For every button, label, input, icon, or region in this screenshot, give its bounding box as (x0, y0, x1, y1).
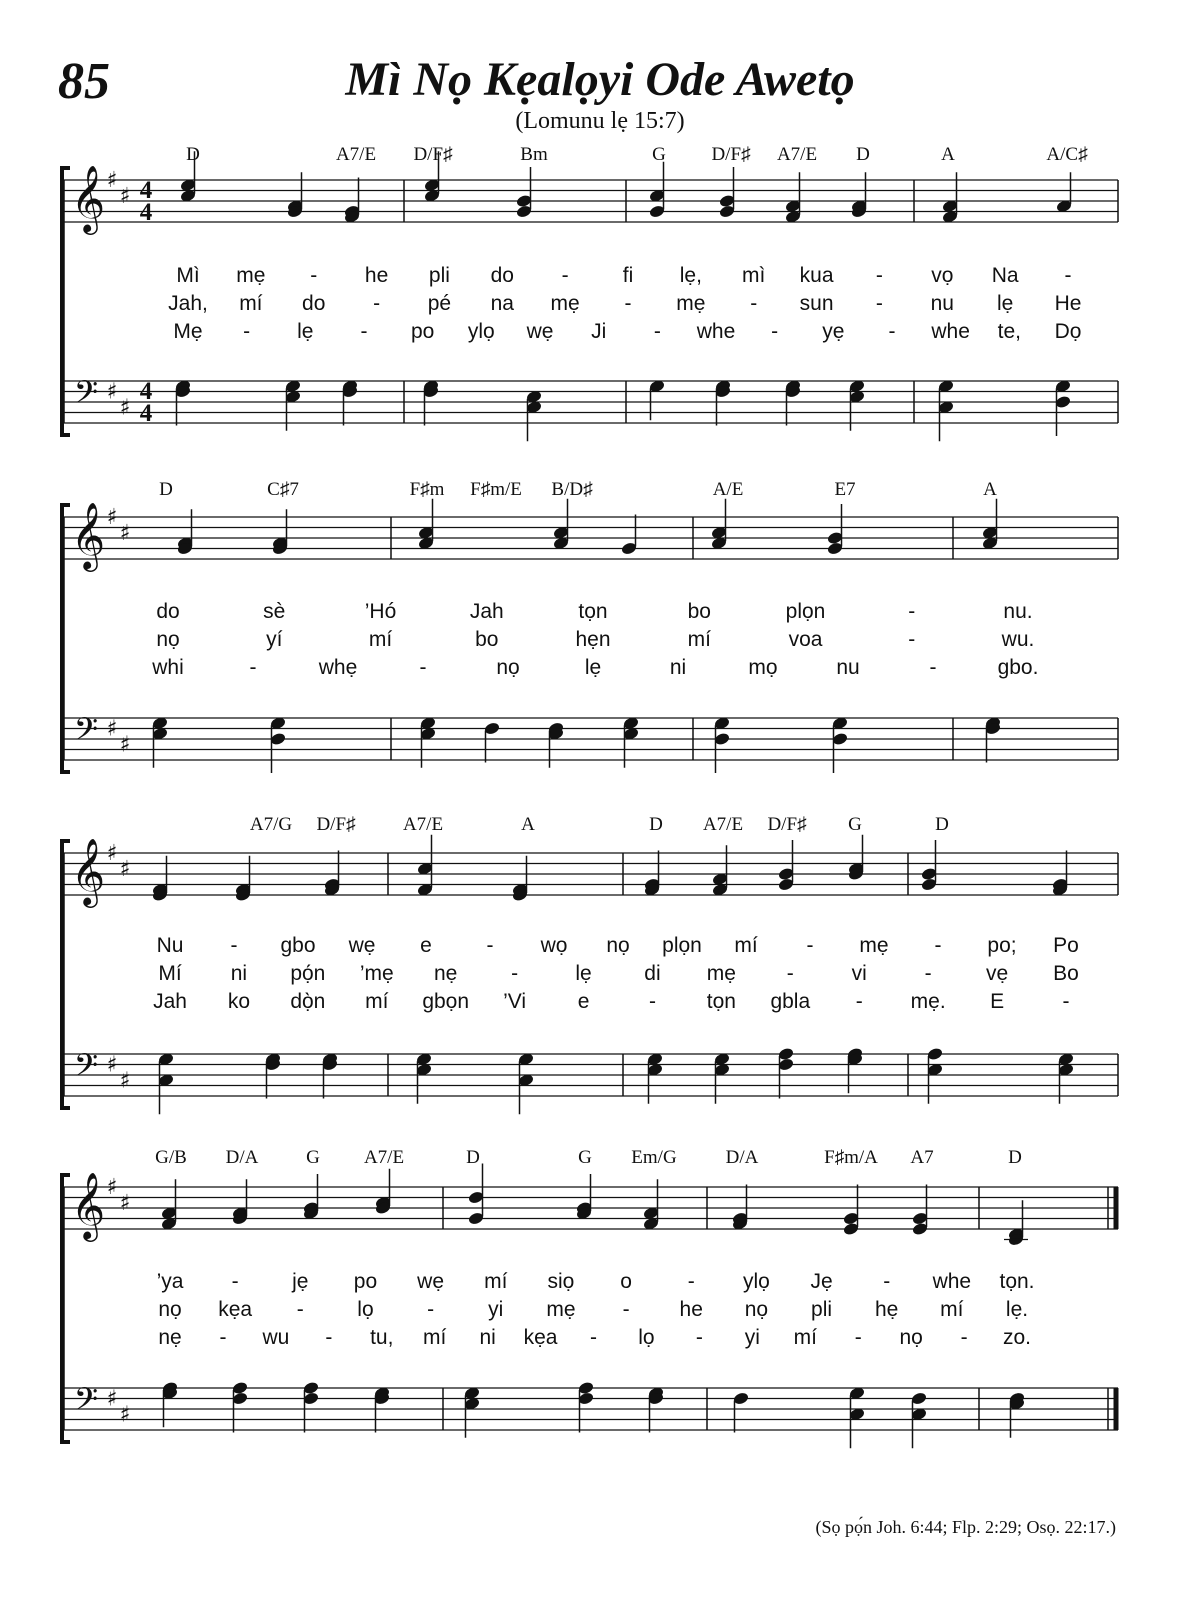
lyric-syllable: ko (227, 990, 251, 1013)
lyric-syllable: lọ (357, 1298, 374, 1321)
chord-symbol: D/A (725, 1147, 759, 1168)
key-signature-sharp-icon: ♯ (106, 1052, 118, 1078)
treble-clef-icon: 𝄞 (70, 501, 106, 569)
lyric-syllable: plọn (785, 600, 826, 623)
lyric-syllable: yi (744, 1326, 760, 1349)
lyric-syllable: mí (734, 934, 758, 957)
lyric-syllable: gbọn (422, 990, 470, 1013)
lyric-syllable: do (302, 292, 326, 315)
chord-symbol: A/C♯ (1046, 144, 1088, 165)
lyric-syllable: mí (368, 628, 393, 651)
key-signature-sharp-icon: ♯ (119, 1068, 131, 1094)
lyric-syllable: - (653, 320, 661, 343)
lyric-syllable: whe (931, 320, 970, 343)
lyric-syllable: kẹa (218, 1298, 253, 1321)
lyric-syllable: po (353, 1270, 378, 1293)
lyric-syllable: - (695, 1326, 703, 1349)
lyric-syllable: gbo. (997, 656, 1039, 679)
lyric-syllable: - (1062, 990, 1070, 1013)
bass-staff (62, 381, 1118, 423)
lyric-syllable: E (990, 990, 1005, 1013)
lyric-syllable: ni (479, 1326, 496, 1349)
chord-symbol: F♯m (409, 479, 445, 500)
lyric-syllable: voa (788, 628, 823, 651)
lyric-syllable: e (420, 934, 432, 957)
lyric-syllable: nu (930, 292, 954, 315)
lyric-syllable: Jah, (168, 292, 208, 315)
system-bracket (62, 505, 70, 772)
lyric-syllable: nọ (744, 1298, 769, 1321)
lyric-syllable: - (325, 1326, 333, 1349)
lyric-syllable: ’mẹ (359, 962, 394, 985)
lyric-syllable: mẹ (550, 292, 580, 315)
lyric-syllable: nọ (158, 1298, 182, 1321)
lyric-syllable: po (410, 320, 435, 343)
lyric-syllable: - (243, 320, 251, 343)
lyric-syllable: ylọ (742, 1270, 770, 1293)
chord-symbol: G/B (155, 1147, 187, 1168)
lyric-syllable: he (364, 264, 389, 287)
lyric-syllable: Jah (469, 600, 504, 623)
key-signature-sharp-icon: ♯ (119, 856, 131, 882)
hymn-title: Mì Nọ Kẹalọyi Ode Awetọ (345, 53, 855, 106)
chord-symbol: A7/G (249, 814, 293, 835)
lyric-syllable: - (806, 934, 814, 957)
lyric-syllable: nẹ (434, 962, 458, 985)
lyric-syllable: tu, (370, 1326, 394, 1349)
key-signature-sharp-icon: ♯ (106, 1386, 118, 1412)
treble-staff (62, 517, 1118, 559)
lyric-syllable: Dọ (1054, 320, 1082, 343)
lyric-syllable: wẹ (417, 1270, 445, 1293)
lyric-syllable: sè (263, 600, 286, 623)
lyric-syllable: vọ (931, 264, 954, 287)
lyric-syllable: te, (997, 320, 1022, 343)
system-bracket (62, 1175, 70, 1442)
chord-symbol: D (186, 144, 200, 165)
lyric-syllable: po; (987, 934, 1017, 957)
chord-symbol: D/F♯ (316, 814, 356, 835)
bass-clef-icon: 𝄢 (73, 1047, 99, 1091)
lyric-syllable: - (888, 320, 896, 343)
lyric-syllable: - (750, 292, 758, 315)
lyric-syllable: Jẹ (810, 1270, 833, 1293)
chord-symbol: A (941, 144, 955, 165)
lyric-syllable: nọ (606, 934, 630, 957)
lyric-syllable: whe (696, 320, 736, 343)
key-signature-sharp-icon: ♯ (119, 732, 131, 758)
chord-symbol: E7 (834, 479, 856, 500)
lyric-syllable: nẹ (158, 1326, 182, 1349)
lyric-syllable: mì (742, 264, 766, 287)
lyric-syllable: pli (428, 264, 450, 287)
system-bracket (62, 841, 70, 1108)
chord-symbol: A7/E (402, 814, 444, 835)
lyric-syllable: wẹ (348, 934, 376, 957)
lyric-syllable: - (219, 1326, 227, 1349)
lyric-syllable: - (786, 962, 794, 985)
time-signature-lower: 4 (139, 400, 153, 427)
chord-symbol: A7/E (702, 814, 744, 835)
lyric-syllable: mẹ. (910, 990, 946, 1013)
chord-symbol: A/E (712, 479, 744, 500)
chord-symbol: G (578, 1147, 592, 1168)
lyric-syllable: Po (1053, 934, 1079, 957)
key-signature-sharp-icon: ♯ (106, 841, 118, 866)
chord-symbol: Em/G (631, 1147, 677, 1168)
treble-clef-icon: 𝄞 (70, 1171, 106, 1239)
lyric-syllable: - (960, 1326, 968, 1349)
lyric-syllable: - (875, 264, 883, 287)
key-signature-sharp-icon: ♯ (106, 505, 118, 530)
lyric-syllable: lẹ, (679, 264, 702, 287)
lyric-syllable: - (883, 1270, 891, 1293)
lyric-syllable: wu (262, 1326, 290, 1349)
time-signature-upper: 4 (139, 378, 153, 405)
lyric-syllable: mẹ (859, 934, 889, 957)
lyric-syllable: - (561, 264, 569, 287)
lyric-syllable: - (624, 292, 632, 315)
lyric-syllable: mẹ (236, 264, 266, 287)
lyric-syllable: bo (475, 628, 499, 651)
chord-symbol: D (856, 144, 870, 165)
lyric-syllable: mí (484, 1270, 508, 1293)
lyric-syllable: fi (622, 264, 634, 287)
key-signature-sharp-icon: ♯ (119, 183, 131, 209)
lyric-syllable: mí (423, 1326, 447, 1349)
lyric-syllable: - (771, 320, 779, 343)
lyric-syllable: - (231, 1270, 239, 1293)
lyric-syllable: mọ (748, 656, 778, 679)
footnote-references: (Sọ pọ́n Joh. 6:44; Flp. 2:29; Osọ. 22:17.) (815, 1517, 1116, 1537)
lyric-syllable: - (296, 1298, 304, 1321)
lyric-syllable: Jah (153, 990, 187, 1013)
chord-symbol: D/F♯ (413, 144, 453, 165)
key-signature-sharp-icon: ♯ (106, 168, 118, 193)
lyric-syllable: ’Vi (503, 990, 527, 1013)
lyric-syllable: lẹ (996, 292, 1014, 315)
lyric-syllable: mí (793, 1326, 817, 1349)
chord-symbol: D/F♯ (767, 814, 807, 835)
lyric-syllable: siọ (547, 1270, 575, 1293)
lyric-syllable: mí (365, 990, 389, 1013)
lyric-syllable: ylọ (467, 320, 495, 343)
chord-symbol: A (521, 814, 535, 835)
lyric-syllable: ni (230, 962, 248, 985)
bass-clef-icon: 𝄢 (73, 374, 99, 418)
lyric-syllable: - (230, 934, 238, 957)
lyric-syllable: whe (932, 1270, 972, 1293)
lyric-syllable: jẹ (292, 1270, 309, 1293)
lyric-syllable: lọ (638, 1326, 655, 1349)
lyric-syllable: He (1054, 292, 1082, 315)
scripture-reference: (Lomunu lẹ 15:7) (515, 108, 685, 134)
lyric-syllable: whẹ (318, 656, 358, 679)
lyric-syllable: do (156, 600, 180, 623)
chord-symbol: A7/E (776, 144, 818, 165)
lyric-syllable: Mí (158, 962, 182, 985)
lyric-syllable: nu. (1003, 600, 1033, 623)
lyric-syllable: whi (152, 656, 184, 679)
lyric-syllable: mẹ (546, 1298, 576, 1321)
lyric-syllable: nọ (496, 656, 520, 679)
time-signature-lower: 4 (139, 199, 153, 226)
lyric-syllable: mí (940, 1298, 964, 1321)
lyric-syllable: Na (991, 264, 1019, 287)
treble-staff (62, 180, 1118, 222)
lyric-syllable: - (908, 600, 916, 623)
lyric-syllable: e (577, 990, 590, 1013)
time-signature-upper: 4 (139, 177, 153, 204)
chord-symbol: D (649, 814, 663, 835)
lyric-syllable: Mì (176, 264, 200, 287)
lyric-syllable: - (310, 264, 318, 287)
lyric-syllable: vi (851, 962, 867, 985)
key-signature-sharp-icon: ♯ (106, 379, 118, 405)
chord-symbol: D (466, 1147, 480, 1168)
lyric-syllable: gbla (770, 990, 811, 1013)
lyric-syllable: - (648, 990, 656, 1013)
bass-clef-icon: 𝄢 (73, 1381, 99, 1425)
lyric-syllable: he (679, 1298, 703, 1321)
lyric-syllable: di (644, 962, 661, 985)
lyric-syllable: - (924, 962, 932, 985)
lyric-syllable: yi (488, 1298, 504, 1321)
lyric-syllable: - (511, 962, 519, 985)
chord-symbol: G (652, 144, 666, 165)
bass-clef-icon: 𝄢 (73, 711, 99, 755)
lyric-syllable: Bo (1053, 962, 1079, 985)
chord-symbol: C♯7 (267, 479, 299, 500)
lyric-syllable: sun (799, 292, 834, 315)
lyric-syllable: lẹ (584, 656, 602, 679)
lyric-syllable: Ji (591, 320, 607, 343)
treble-clef-icon: 𝄞 (70, 164, 106, 232)
lyric-syllable: lẹ (575, 962, 592, 985)
lyric-syllable: - (373, 292, 381, 315)
bass-staff (62, 718, 1118, 760)
lyric-syllable: - (854, 1326, 862, 1349)
lyric-syllable: - (419, 656, 427, 679)
chord-symbol: D (935, 814, 949, 835)
lyric-syllable: ni (669, 656, 687, 679)
lyric-syllable: - (687, 1270, 695, 1293)
hymn-number: 85 (58, 53, 110, 110)
chord-symbol: A7/E (363, 1147, 405, 1168)
lyric-syllable: Nu (156, 934, 184, 957)
chord-symbol: A7 (910, 1147, 934, 1168)
lyric-syllable: - (929, 656, 937, 679)
lyric-syllable: - (908, 628, 916, 651)
lyric-syllable: plọn (662, 934, 702, 957)
lyric-syllable: hẹn (575, 628, 611, 651)
lyric-syllable: - (427, 1298, 435, 1321)
key-signature-sharp-icon: ♯ (119, 520, 131, 546)
lyric-syllable: hẹ (875, 1298, 899, 1321)
treble-staff (62, 853, 1118, 895)
lyric-syllable: - (622, 1298, 630, 1321)
lyric-syllable: - (855, 990, 863, 1013)
key-signature-sharp-icon: ♯ (106, 1175, 118, 1200)
key-signature-sharp-icon: ♯ (119, 1190, 131, 1216)
chord-symbol: A7/E (335, 144, 377, 165)
lyric-syllable: yẹ (822, 320, 845, 343)
lyric-syllable: bo (687, 600, 711, 623)
lyric-syllable: gbo (280, 934, 316, 957)
lyric-syllable: - (360, 320, 368, 343)
chord-symbol: G (848, 814, 862, 835)
chord-symbol: A (983, 479, 997, 500)
lyric-syllable: kẹa (523, 1326, 558, 1349)
lyric-syllable: wọ (540, 934, 568, 957)
lyric-syllable: nu (836, 656, 860, 679)
lyric-syllable: vẹ (985, 962, 1009, 985)
key-signature-sharp-icon: ♯ (119, 1402, 131, 1428)
lyric-syllable: mí (687, 628, 711, 651)
lyric-syllable: wẹ (526, 320, 554, 343)
chord-symbol: B/D♯ (551, 479, 593, 500)
lyric-syllable: - (934, 934, 942, 957)
lyric-syllable: tọn (706, 990, 736, 1013)
system-bracket (62, 168, 70, 435)
lyric-syllable: Mẹ (173, 320, 203, 343)
lyric-syllable: ’Hó (364, 600, 397, 623)
lyric-syllable: - (590, 1326, 597, 1349)
lyric-syllable: o (620, 1270, 632, 1293)
chord-symbol: F♯m/A (824, 1147, 878, 1168)
key-signature-sharp-icon: ♯ (119, 395, 131, 421)
lyric-syllable: lẹ (297, 320, 314, 343)
lyric-syllable: kua (799, 264, 834, 287)
chord-symbol: Bm (520, 144, 548, 165)
lyric-syllable: - (1064, 264, 1072, 287)
treble-clef-icon: 𝄞 (70, 837, 106, 905)
lyric-syllable: na (490, 292, 514, 315)
lyric-syllable: pọ́n (290, 962, 326, 985)
lyric-syllable: pé (427, 292, 452, 315)
lyric-syllable: mẹ (706, 962, 736, 985)
lyric-syllable: nọ (156, 628, 180, 651)
lyric-syllable: dọ̀n (290, 990, 326, 1013)
lyric-syllable: - (875, 292, 883, 315)
lyric-syllable: mẹ (676, 292, 706, 315)
key-signature-sharp-icon: ♯ (106, 716, 118, 742)
lyric-syllable: pli (811, 1298, 833, 1321)
lyric-syllable: wu. (1001, 628, 1035, 651)
chord-symbol: D (159, 479, 173, 500)
lyric-syllable: nọ (899, 1326, 923, 1349)
lyric-syllable: mí (239, 292, 263, 315)
lyric-syllable: - (486, 934, 494, 957)
chord-symbol: G (306, 1147, 320, 1168)
lyric-syllable: tọn (578, 600, 608, 623)
lyric-syllable: - (249, 656, 257, 679)
chord-symbol: F♯m/E (470, 479, 522, 500)
lyric-syllable: lẹ. (1005, 1298, 1029, 1321)
lyric-syllable: zo. (1002, 1326, 1032, 1349)
lyric-syllable: yí (266, 628, 283, 651)
chord-symbol: D (1008, 1147, 1022, 1168)
chord-symbol: D/F♯ (711, 144, 751, 165)
bass-staff (62, 1054, 1118, 1096)
chord-symbol: D/A (225, 1147, 259, 1168)
lyric-syllable: do (490, 264, 514, 287)
lyric-syllable: ’ya (156, 1270, 184, 1293)
lyric-syllable: tọn. (999, 1270, 1035, 1293)
